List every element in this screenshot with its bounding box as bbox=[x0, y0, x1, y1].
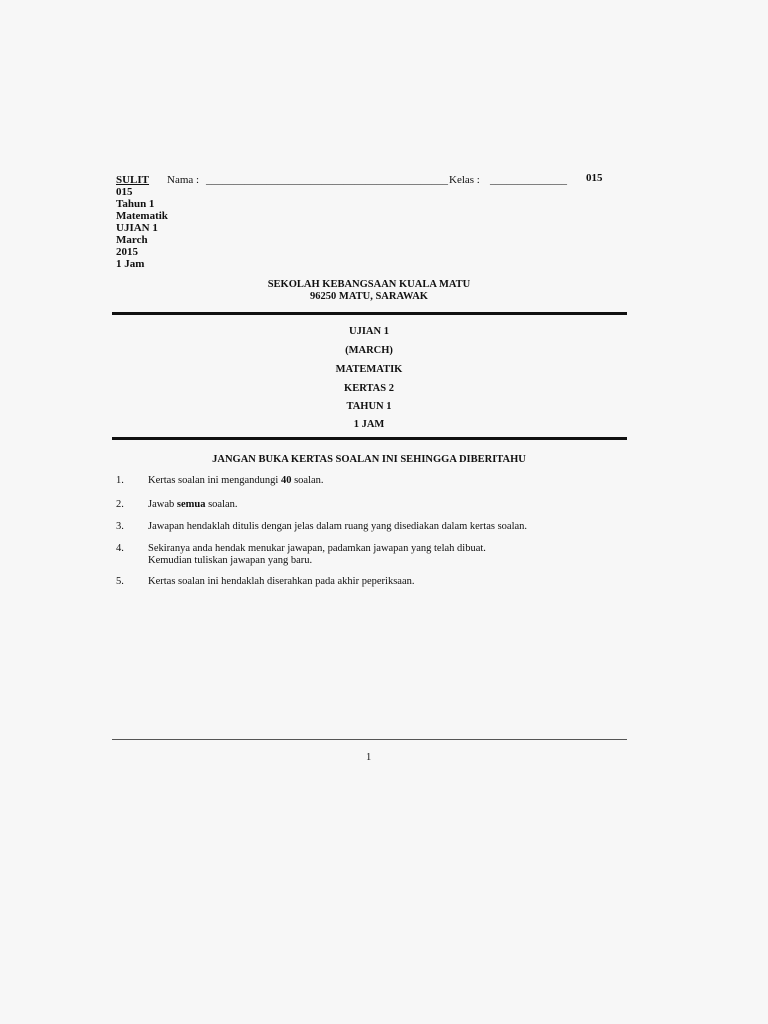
school-address: 96250 MATU, SARAWAK bbox=[310, 291, 428, 302]
warning-heading: JANGAN BUKA KERTAS SOALAN INI SEHINGGA DIBERITAHU bbox=[212, 454, 526, 465]
kelas-label: Kelas : bbox=[449, 174, 480, 186]
school-name: SEKOLAH KEBANGSAAN KUALA MATU bbox=[267, 279, 471, 290]
sulit-label: SULIT bbox=[116, 174, 150, 186]
meta-line: 1 Jam bbox=[116, 258, 145, 270]
instruction-text: Jawab semua soalan. bbox=[148, 499, 238, 510]
instruction-number: 1. bbox=[116, 475, 124, 486]
exam-line: 1 JAM bbox=[353, 419, 385, 430]
meta-line: 2015 bbox=[116, 246, 138, 258]
instruction-text-line2: Kemudian tuliskan jawapan yang baru. bbox=[148, 555, 313, 566]
nama-blank: ____________________________________________ bbox=[206, 174, 448, 186]
meta-line: 015 bbox=[116, 186, 133, 198]
instruction-text: Kertas soalan ini mengandungi 40 soalan. bbox=[148, 475, 324, 486]
kelas-blank: ______________ bbox=[490, 174, 567, 186]
instruction-text: Sekiranya anda hendak menukar jawapan, padamkan jawapan yang telah dibuat. bbox=[148, 543, 486, 554]
instruction-number: 2. bbox=[116, 499, 124, 510]
exam-line: TAHUN 1 bbox=[346, 401, 392, 412]
instruction-number: 4. bbox=[116, 543, 124, 554]
exam-line: MATEMATIK bbox=[335, 364, 403, 375]
instruction-text: Jawapan hendaklah ditulis dengan jelas dalam ruang yang disediakan dalam kertas soalan. bbox=[148, 521, 528, 532]
exam-line: (MARCH) bbox=[345, 345, 393, 356]
left-meta bbox=[116, 186, 168, 270]
meta-line: UJIAN 1 bbox=[116, 222, 158, 234]
top-rule bbox=[112, 312, 627, 315]
meta-line: March bbox=[116, 234, 148, 246]
page-number: 1 bbox=[366, 752, 372, 763]
instruction-text: Kertas soalan ini hendaklah diserahkan pada akhir peperiksaan. bbox=[148, 576, 415, 587]
instruction-number: 3. bbox=[116, 521, 124, 532]
instruction-number: 5. bbox=[116, 576, 124, 587]
bottom-rule bbox=[112, 437, 627, 440]
paper-code: 015 bbox=[586, 172, 603, 184]
exam-line: UJIAN 1 bbox=[349, 326, 389, 337]
exam-line: KERTAS 2 bbox=[344, 383, 394, 394]
nama-label: Nama : bbox=[167, 174, 200, 186]
meta-line: Matematik bbox=[116, 210, 168, 222]
footer-rule bbox=[112, 739, 627, 740]
meta-line: Tahun 1 bbox=[116, 198, 155, 210]
